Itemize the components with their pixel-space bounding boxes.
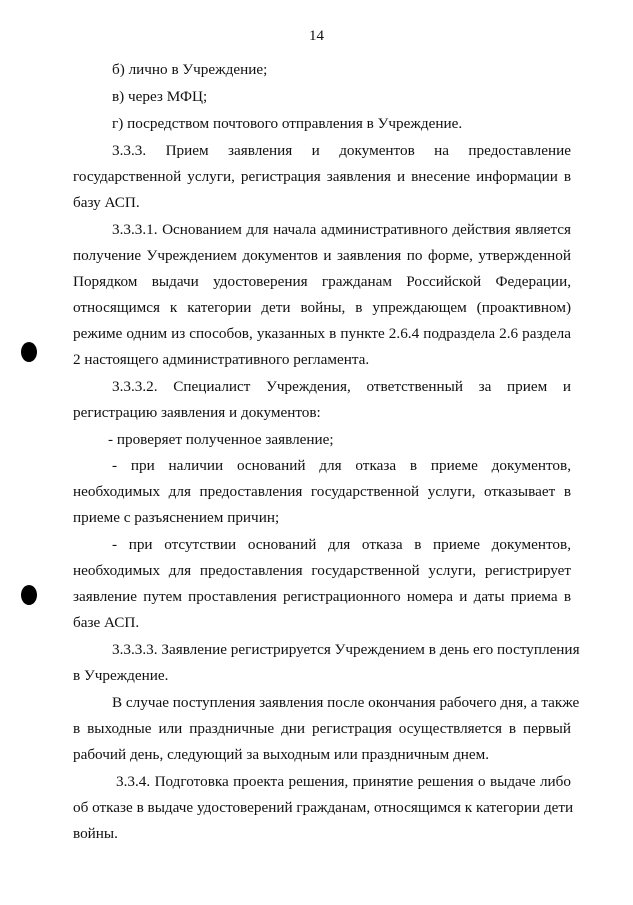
page-number: 14 bbox=[309, 28, 324, 44]
text-line: режиме одним из способов, указанных в пункте 2.6.4 подраздела 2.6 раздела bbox=[73, 325, 571, 342]
text-line: государственной услуги, регистрация заявления и внесение информации в bbox=[73, 168, 571, 185]
text-line: 3.3.3. Прием заявления и документов на предоставление bbox=[112, 142, 571, 159]
text-line: - при отсутствии оснований для отказа в приеме документов, bbox=[112, 536, 571, 553]
text-line: 2 настоящего административного регламента. bbox=[73, 351, 370, 368]
text-line: 3.3.3.2. Специалист Учреждения, ответственный за прием и bbox=[112, 378, 571, 395]
text-line: необходимых для предоставления государственной услуги, регистрирует bbox=[73, 562, 571, 579]
text-line: В случае поступления заявления после окончания рабочего дня, а также bbox=[112, 694, 580, 711]
text-line: регистрацию заявления и документов: bbox=[73, 404, 321, 421]
text-line: Порядком выдачи удостоверения гражданам Российской Федерации, bbox=[73, 273, 571, 290]
text-line: рабочий день, следующий за выходным или праздничным днем. bbox=[73, 746, 490, 763]
text-line: 3.3.3.1. Основанием для начала административного действия является bbox=[112, 221, 571, 238]
text-line: 3.3.4. Подготовка проекта решения, принятие решения о выдаче либо bbox=[116, 773, 571, 790]
text-line: в) через МФЦ; bbox=[112, 88, 208, 105]
text-line: относящимся к категории дети войны, в упреждающем (проактивном) bbox=[73, 299, 571, 316]
text-line: войны. bbox=[73, 825, 118, 842]
text-line: 3.3.3.3. Заявление регистрируется Учреждением в день его поступления bbox=[112, 641, 580, 658]
punch-hole-bottom bbox=[21, 585, 37, 605]
text-line: получение Учреждением документов и заявления по форме, утвержденной bbox=[73, 247, 571, 264]
text-line: необходимых для предоставления государственной услуги, отказывает в bbox=[73, 483, 571, 500]
punch-hole-top bbox=[21, 342, 37, 362]
text-line: - проверяет полученное заявление; bbox=[108, 431, 334, 448]
text-line: приеме с разъяснением причин; bbox=[73, 509, 280, 526]
text-line: об отказе в выдаче удостоверений гражданам, относящимся к категории дети bbox=[73, 799, 574, 816]
text-line: в выходные или праздничные дни регистрация осуществляется в первый bbox=[73, 720, 571, 737]
text-line: базе АСП. bbox=[73, 614, 140, 631]
text-line: б) лично в Учреждение; bbox=[112, 61, 268, 78]
text-line: в Учреждение. bbox=[73, 667, 169, 684]
text-line: - при наличии оснований для отказа в приеме документов, bbox=[112, 457, 571, 474]
text-line: г) посредством почтового отправления в Учреждение. bbox=[112, 115, 463, 132]
text-line: базу АСП. bbox=[73, 194, 140, 211]
text-line: заявление путем проставления регистрационного номера и даты приема в bbox=[73, 588, 571, 605]
